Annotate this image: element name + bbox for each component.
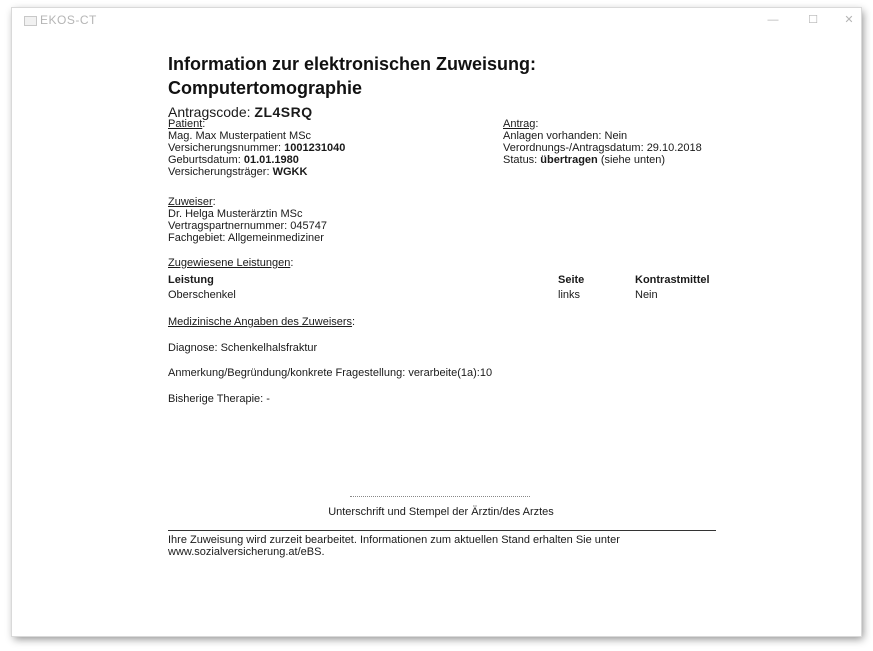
- close-icon[interactable]: ✕: [844, 14, 854, 26]
- status-label: Status:: [503, 154, 541, 166]
- carrier-label: Versicherungsträger:: [168, 166, 273, 178]
- footer-link[interactable]: www.sozialversicherung.at/eBS.: [168, 546, 325, 558]
- zuweiser-name: Dr. Helga Musterärztin MSc: [168, 208, 303, 220]
- col-kontrastmittel: Kontrastmittel: [635, 274, 710, 286]
- dob-value: 01.01.1980: [243, 154, 299, 166]
- col-leistung: Leistung: [168, 274, 214, 286]
- zuweiser-fachgebiet: Fachgebiet: Allgemeinmediziner: [168, 232, 324, 244]
- window-title: EKOS-CT: [40, 13, 97, 27]
- leistungen-heading-row: Zugewiesene Leistungen:: [168, 257, 294, 269]
- zuweiser-section: Zuweiser: Dr. Helga Musterärztin MSc Vertragspartnernummer: 045747 Fachgebiet: Allgemeinmediziner: [168, 196, 488, 244]
- title-bar[interactable]: [12, 8, 861, 34]
- svnr-label: Versicherungsnummer:: [168, 142, 285, 154]
- signature-line: [350, 496, 530, 497]
- leistungen-table: [168, 274, 728, 304]
- maximize-icon[interactable]: ☐: [808, 14, 818, 26]
- patient-name: Mag. Max Musterpatient MSc: [168, 130, 312, 142]
- diagnose: Diagnose: Schenkelhalsfraktur: [168, 342, 318, 354]
- cell-kontrast: Nein: [635, 289, 658, 301]
- anmerkung: Anmerkung/Begründung/konkrete Fragestellung: verarbeite(1a):10: [168, 367, 493, 379]
- table-header: [168, 274, 728, 289]
- app-window: [12, 8, 861, 636]
- minimize-icon[interactable]: —: [767, 14, 779, 26]
- dob-label: Geburtsdatum:: [168, 154, 244, 166]
- antrag-section: Antrag: Anlagen vorhanden: Nein Verordnungs-/Antragsdatum: 29.10.2018 Status: übertragen (siehe unten): [503, 118, 733, 166]
- svnr-value: 1001231040: [284, 142, 346, 154]
- footer-note: [168, 534, 668, 558]
- carrier-value: WGKK: [272, 166, 308, 178]
- cell-seite: links: [558, 289, 581, 301]
- medizinisch-heading: Medizinische Angaben des Zuweisers: [168, 316, 353, 328]
- antragscode-label: Antragscode:: [168, 104, 255, 120]
- col-seite: Seite: [558, 274, 585, 286]
- leistungen-heading: Zugewiesene Leistungen: [168, 257, 291, 269]
- footer-line1: Ihre Zuweisung wird zurzeit bearbeitet. Informationen zum aktuellen Stand erhalten Sie unter: [168, 534, 620, 546]
- signature-label: Unterschrift und Stempel der Ärztin/des Arztes: [328, 506, 554, 518]
- status-note: (siehe unten): [597, 154, 666, 166]
- page-title: Information zur elektronischen Zuweisung: Computertomographie: [168, 54, 537, 98]
- app-icon: [24, 16, 37, 26]
- cell-leistung: Oberschenkel: [168, 289, 236, 301]
- patient-heading: Patient: [168, 118, 203, 130]
- zuweiser-vpnr: Vertragspartnernummer: 045747: [168, 220, 327, 232]
- medizinisch-heading-row: Medizinische Angaben des Zuweisers:: [168, 316, 356, 328]
- attachments-info: Anlagen vorhanden: Nein: [503, 130, 628, 142]
- antrag-date: Verordnungs-/Antragsdatum: 29.10.2018: [503, 142, 702, 154]
- zuweiser-heading: Zuweiser: [168, 196, 213, 208]
- status-value: übertragen: [540, 154, 598, 166]
- therapie: Bisherige Therapie: -: [168, 393, 270, 405]
- divider: [168, 530, 716, 531]
- document: [168, 52, 728, 558]
- patient-section: Patient: Mag. Max Musterpatient MSc Versicherungsnummer: 1001231040 Geburtsdatum: 01.01.1980 Versicherungsträger: WGKK: [168, 118, 488, 178]
- antrag-heading: Antrag: [503, 118, 536, 130]
- antragscode-value: ZL4SRQ: [254, 104, 313, 120]
- table-row: [168, 289, 728, 304]
